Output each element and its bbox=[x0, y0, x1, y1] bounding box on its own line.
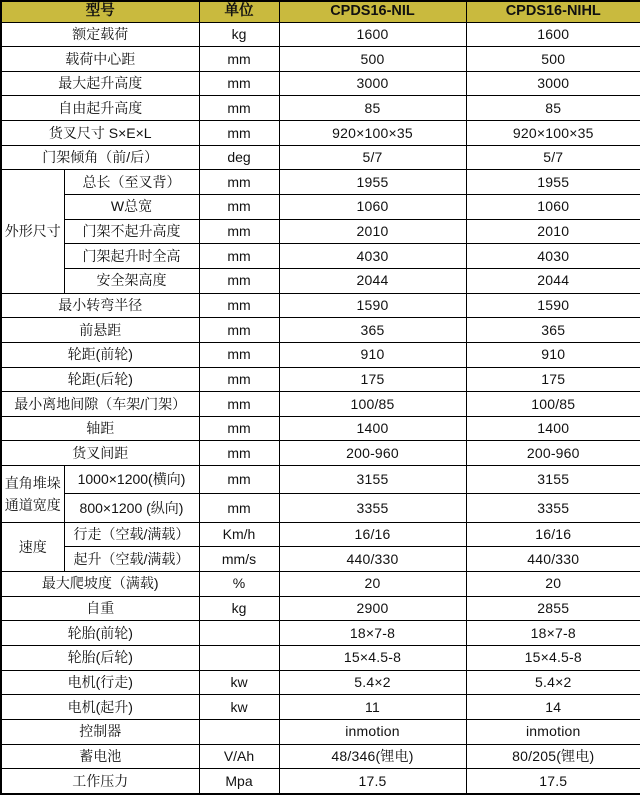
value-cell-nil: 3000 bbox=[279, 71, 466, 96]
value-cell-nil: 1400 bbox=[279, 416, 466, 441]
value-cell-nil: 15×4.5-8 bbox=[279, 645, 466, 670]
value-cell-nihl: 1590 bbox=[466, 293, 640, 318]
table-row bbox=[1, 719, 640, 744]
unit-cell: Km/h bbox=[199, 522, 279, 547]
table-row bbox=[1, 170, 640, 195]
spec-label: 起升（空载/满载） bbox=[64, 547, 199, 572]
value-cell-nil: 920×100×35 bbox=[279, 121, 466, 146]
value-cell-nihl: 920×100×35 bbox=[466, 121, 640, 146]
spec-label: 货叉尺寸 S×E×L bbox=[1, 121, 199, 146]
unit-cell: mm bbox=[199, 195, 279, 220]
spec-label: 行走（空载/满载） bbox=[64, 522, 199, 547]
unit-cell bbox=[199, 621, 279, 646]
value-cell-nil: 2010 bbox=[279, 219, 466, 244]
spec-label: 轮胎(前轮) bbox=[1, 621, 199, 646]
header-model: 型号 bbox=[1, 1, 199, 22]
table-row bbox=[1, 71, 640, 96]
value-cell-nihl: 3000 bbox=[466, 71, 640, 96]
unit-cell: V/Ah bbox=[199, 744, 279, 769]
value-cell-nihl: 17.5 bbox=[466, 769, 640, 794]
spec-label: 自重 bbox=[1, 596, 199, 621]
value-cell-nihl: 1060 bbox=[466, 195, 640, 220]
spec-label: 轮距(前轮) bbox=[1, 342, 199, 367]
unit-cell: mm bbox=[199, 268, 279, 293]
table-row bbox=[1, 441, 640, 466]
value-cell-nil: 2044 bbox=[279, 268, 466, 293]
spec-label: 轮距(后轮) bbox=[1, 367, 199, 392]
value-cell-nil: 18×7-8 bbox=[279, 621, 466, 646]
header-row bbox=[1, 1, 640, 22]
header-unit: 单位 bbox=[199, 1, 279, 22]
table-row bbox=[1, 670, 640, 695]
unit-cell: mm bbox=[199, 170, 279, 195]
table-row bbox=[1, 547, 640, 572]
table-row bbox=[1, 121, 640, 146]
header-model-nihl: CPDS16-NIHL bbox=[466, 1, 640, 22]
group-label: 速度 bbox=[1, 522, 64, 571]
table-row bbox=[1, 342, 640, 367]
unit-cell: mm bbox=[199, 47, 279, 72]
value-cell-nihl: 18×7-8 bbox=[466, 621, 640, 646]
value-cell-nihl: 80/205(锂电) bbox=[466, 744, 640, 769]
value-cell-nil: 1590 bbox=[279, 293, 466, 318]
unit-cell: mm bbox=[199, 441, 279, 466]
value-cell-nil: 11 bbox=[279, 695, 466, 720]
value-cell-nihl: 3355 bbox=[466, 494, 640, 522]
table-row bbox=[1, 293, 640, 318]
value-cell-nihl: 2855 bbox=[466, 596, 640, 621]
unit-cell: mm bbox=[199, 96, 279, 121]
spec-label: 800×1200 (纵向) bbox=[64, 494, 199, 522]
table-row bbox=[1, 416, 640, 441]
group-label: 直角堆垛通道宽度 bbox=[1, 466, 64, 523]
unit-cell: kw bbox=[199, 695, 279, 720]
spec-label: 货叉间距 bbox=[1, 441, 199, 466]
table-row bbox=[1, 522, 640, 547]
value-cell-nil: 5.4×2 bbox=[279, 670, 466, 695]
spec-label: 最小转弯半径 bbox=[1, 293, 199, 318]
value-cell-nihl: 2010 bbox=[466, 219, 640, 244]
table-row bbox=[1, 145, 640, 170]
value-cell-nil: 440/330 bbox=[279, 547, 466, 572]
spec-label: 工作压力 bbox=[1, 769, 199, 794]
value-cell-nihl: 500 bbox=[466, 47, 640, 72]
unit-cell: mm bbox=[199, 318, 279, 343]
value-cell-nihl: 2044 bbox=[466, 268, 640, 293]
table-row bbox=[1, 367, 640, 392]
value-cell-nil: 16/16 bbox=[279, 522, 466, 547]
unit-cell: mm bbox=[199, 392, 279, 417]
unit-cell: mm bbox=[199, 416, 279, 441]
value-cell-nil: inmotion bbox=[279, 719, 466, 744]
value-cell-nihl: 16/16 bbox=[466, 522, 640, 547]
table-row bbox=[1, 572, 640, 597]
table-row bbox=[1, 494, 640, 522]
spec-label: 蓄电池 bbox=[1, 744, 199, 769]
unit-cell: mm bbox=[199, 367, 279, 392]
unit-cell bbox=[199, 645, 279, 670]
table-row bbox=[1, 596, 640, 621]
spec-label: 轴距 bbox=[1, 416, 199, 441]
value-cell-nihl: 20 bbox=[466, 572, 640, 597]
table-row bbox=[1, 695, 640, 720]
table-row bbox=[1, 466, 640, 494]
value-cell-nihl: 1400 bbox=[466, 416, 640, 441]
value-cell-nil: 175 bbox=[279, 367, 466, 392]
value-cell-nihl: 910 bbox=[466, 342, 640, 367]
spec-label: 最大爬坡度（满载) bbox=[1, 572, 199, 597]
value-cell-nil: 910 bbox=[279, 342, 466, 367]
value-cell-nil: 1600 bbox=[279, 22, 466, 47]
value-cell-nihl: inmotion bbox=[466, 719, 640, 744]
unit-cell: mm bbox=[199, 293, 279, 318]
value-cell-nil: 200-960 bbox=[279, 441, 466, 466]
table-row bbox=[1, 22, 640, 47]
value-cell-nil: 17.5 bbox=[279, 769, 466, 794]
table-row bbox=[1, 392, 640, 417]
value-cell-nil: 20 bbox=[279, 572, 466, 597]
unit-cell: Mpa bbox=[199, 769, 279, 794]
value-cell-nihl: 3155 bbox=[466, 466, 640, 494]
spec-label: 载荷中心距 bbox=[1, 47, 199, 72]
spec-label: W总宽 bbox=[64, 195, 199, 220]
spec-label: 前悬距 bbox=[1, 318, 199, 343]
value-cell-nil: 365 bbox=[279, 318, 466, 343]
unit-cell: mm bbox=[199, 494, 279, 522]
value-cell-nihl: 200-960 bbox=[466, 441, 640, 466]
spec-label: 最大起升高度 bbox=[1, 71, 199, 96]
table-row bbox=[1, 318, 640, 343]
spec-label: 门架起升时全高 bbox=[64, 244, 199, 269]
unit-cell: mm/s bbox=[199, 547, 279, 572]
unit-cell: mm bbox=[199, 342, 279, 367]
value-cell-nihl: 14 bbox=[466, 695, 640, 720]
table-row bbox=[1, 244, 640, 269]
value-cell-nihl: 5.4×2 bbox=[466, 670, 640, 695]
table-row bbox=[1, 96, 640, 121]
unit-cell: % bbox=[199, 572, 279, 597]
table-row bbox=[1, 219, 640, 244]
unit-cell bbox=[199, 719, 279, 744]
unit-cell: kw bbox=[199, 670, 279, 695]
table-row bbox=[1, 47, 640, 72]
value-cell-nihl: 4030 bbox=[466, 244, 640, 269]
spec-label: 门架不起升高度 bbox=[64, 219, 199, 244]
value-cell-nihl: 1600 bbox=[466, 22, 640, 47]
spec-table-body bbox=[1, 22, 640, 794]
value-cell-nihl: 175 bbox=[466, 367, 640, 392]
unit-cell: mm bbox=[199, 71, 279, 96]
value-cell-nil: 5/7 bbox=[279, 145, 466, 170]
group-label: 外形尺寸 bbox=[1, 170, 64, 293]
spec-label: 轮胎(后轮) bbox=[1, 645, 199, 670]
value-cell-nil: 2900 bbox=[279, 596, 466, 621]
spec-label: 控制器 bbox=[1, 719, 199, 744]
value-cell-nil: 85 bbox=[279, 96, 466, 121]
value-cell-nihl: 440/330 bbox=[466, 547, 640, 572]
spec-label: 门架倾角（前/后） bbox=[1, 145, 199, 170]
value-cell-nil: 3355 bbox=[279, 494, 466, 522]
table-row bbox=[1, 268, 640, 293]
table-row bbox=[1, 195, 640, 220]
header-model-nil: CPDS16-NIL bbox=[279, 1, 466, 22]
unit-cell: mm bbox=[199, 244, 279, 269]
table-row bbox=[1, 744, 640, 769]
value-cell-nihl: 15×4.5-8 bbox=[466, 645, 640, 670]
value-cell-nil: 1955 bbox=[279, 170, 466, 195]
value-cell-nil: 3155 bbox=[279, 466, 466, 494]
value-cell-nihl: 1955 bbox=[466, 170, 640, 195]
unit-cell: mm bbox=[199, 466, 279, 494]
table-row bbox=[1, 645, 640, 670]
unit-cell: kg bbox=[199, 22, 279, 47]
value-cell-nil: 1060 bbox=[279, 195, 466, 220]
value-cell-nil: 100/85 bbox=[279, 392, 466, 417]
value-cell-nihl: 85 bbox=[466, 96, 640, 121]
spec-label: 1000×1200(横向) bbox=[64, 466, 199, 494]
value-cell-nil: 4030 bbox=[279, 244, 466, 269]
table-row bbox=[1, 621, 640, 646]
table-row bbox=[1, 769, 640, 794]
spec-label: 额定载荷 bbox=[1, 22, 199, 47]
unit-cell: kg bbox=[199, 596, 279, 621]
value-cell-nil: 500 bbox=[279, 47, 466, 72]
spec-label: 最小离地间隙（车架/门架） bbox=[1, 392, 199, 417]
spec-label: 自由起升高度 bbox=[1, 96, 199, 121]
value-cell-nil: 48/346(锂电) bbox=[279, 744, 466, 769]
unit-cell: mm bbox=[199, 219, 279, 244]
spec-label: 电机(起升) bbox=[1, 695, 199, 720]
spec-label: 电机(行走) bbox=[1, 670, 199, 695]
spec-label: 总长（至叉背） bbox=[64, 170, 199, 195]
value-cell-nihl: 100/85 bbox=[466, 392, 640, 417]
value-cell-nihl: 365 bbox=[466, 318, 640, 343]
unit-cell: deg bbox=[199, 145, 279, 170]
unit-cell: mm bbox=[199, 121, 279, 146]
spec-label: 安全架高度 bbox=[64, 268, 199, 293]
value-cell-nihl: 5/7 bbox=[466, 145, 640, 170]
